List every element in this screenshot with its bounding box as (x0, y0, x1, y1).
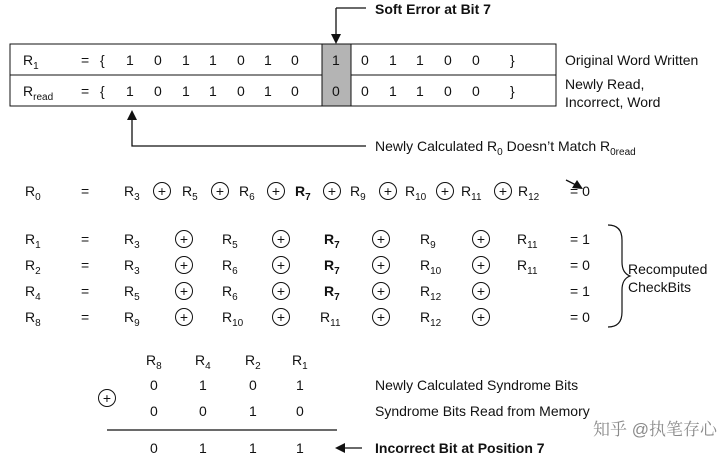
check-row-0-result: = 1 (570, 231, 590, 247)
r0-xor-4: + (379, 182, 397, 200)
word-row-1-bit-5: 1 (264, 83, 272, 99)
syndrome-result-bit-2: 1 (249, 440, 257, 456)
syndrome-header-3-subscript: 1 (302, 361, 308, 372)
syndrome-header-1 (195, 352, 211, 372)
mismatch-label-part-0: Newly Calculated R (375, 138, 498, 154)
check-row-2-term-0 (124, 283, 140, 303)
syndrome-calc-label: Newly Calculated Syndrome Bits (375, 377, 579, 393)
check-row-0-term-4-subscript: 11 (527, 240, 538, 251)
word-row-0-bit-12: 0 (472, 52, 480, 68)
check-row-3-xor-0: + (175, 308, 193, 326)
check-row-2-lhs-subscript: 4 (35, 292, 41, 303)
mismatch-label-part-3: 0read (610, 147, 636, 158)
r0-xor-6: + (494, 182, 512, 200)
r0-xor-5: + (436, 182, 454, 200)
mismatch-label-part-2: Doesn’t Match R (502, 138, 611, 154)
check-row-2-term-1 (222, 283, 238, 303)
check-row-1-term-2 (324, 257, 340, 277)
word-row-0-bit-0: 1 (126, 52, 134, 68)
syndrome-read-bit-2: 1 (249, 403, 257, 419)
check-row-0-equals: = (81, 231, 90, 247)
check-row-3-lhs (25, 309, 41, 329)
r0-term-3-subscript: 7 (305, 192, 311, 203)
r0-lhs-base: R (25, 183, 36, 199)
check-row-0-term-4 (517, 231, 538, 251)
word-row-1-bit-12: 0 (472, 83, 480, 99)
r0-term-0-base: R (124, 183, 135, 199)
word-row-1-bit-1: 0 (154, 83, 162, 99)
check-row-2-xor-3: + (472, 282, 490, 300)
check-row-0-term-2-base: R (324, 231, 335, 247)
mismatch-label-part-1: 0 (497, 147, 503, 158)
check-row-1-equals: = (81, 257, 90, 273)
newly-read-label-line1: Newly Read, (565, 76, 645, 92)
check-row-3-term-3-base: R (420, 309, 431, 325)
newly-read-label-line2: Incorrect, Word (565, 94, 661, 110)
syndrome-calc-bit-2: 0 (249, 377, 257, 393)
check-row-1-term-1-subscript: 6 (232, 266, 238, 277)
word-row-1-name (23, 83, 54, 103)
word-row-0-bit-6: 0 (291, 52, 299, 68)
check-row-1-term-2-base: R (324, 257, 335, 273)
r0-term-4 (350, 183, 366, 203)
word-row-0-bit-10: 1 (416, 52, 424, 68)
check-row-3-term-1-subscript: 10 (232, 318, 244, 329)
word-row-0-name-subscript: 1 (33, 61, 39, 72)
check-row-3-term-3 (420, 309, 442, 329)
syndrome-header-2 (245, 352, 261, 372)
watermark: 知乎 @执笔存心 (593, 420, 717, 439)
word-row-1-bit-7: 0 (332, 83, 340, 99)
check-row-1-xor-2: + (372, 256, 390, 274)
check-row-2-result: = 1 (570, 283, 590, 299)
check-row-2-term-0-subscript: 5 (134, 292, 140, 303)
check-row-3-xor-1: + (272, 308, 290, 326)
syndrome-read-bit-3: 0 (296, 403, 304, 419)
r0-term-1-subscript: 5 (192, 192, 198, 203)
syndrome-header-2-base: R (245, 352, 256, 368)
check-row-2-term-3-base: R (420, 283, 431, 299)
check-row-1-term-2-subscript: 7 (334, 266, 340, 277)
word-row-1-name-subscript: read (33, 92, 54, 103)
check-row-3-result: = 0 (570, 309, 590, 325)
check-row-0-xor-2: + (372, 230, 390, 248)
check-row-3-term-2-base: R (320, 309, 331, 325)
check-row-0-term-2-subscript: 7 (334, 240, 340, 251)
check-row-0-term-1-subscript: 5 (232, 240, 238, 251)
word-row-1-bit-4: 0 (237, 83, 245, 99)
word-row-0-bit-8: 0 (361, 52, 369, 68)
check-row-0-term-3 (420, 231, 436, 251)
word-row-1-equals: = (81, 83, 90, 99)
check-row-0-xor-0: + (175, 230, 193, 248)
word-row-1-open-brace: { (100, 83, 105, 99)
check-row-0-term-0 (124, 231, 140, 251)
word-row-0-bit-4: 0 (237, 52, 245, 68)
check-row-1-lhs (25, 257, 41, 277)
r0-term-6-subscript: 11 (471, 192, 482, 203)
check-row-2-term-3 (420, 283, 442, 303)
check-row-2-lhs-base: R (25, 283, 36, 299)
check-row-0-term-0-subscript: 3 (134, 240, 140, 251)
word-row-0-equals: = (81, 52, 90, 68)
r0-term-5-subscript: 10 (415, 192, 427, 203)
check-row-1-xor-3: + (472, 256, 490, 274)
recomputed-label-line2: CheckBits (628, 279, 692, 295)
syndrome-result-bit-1: 1 (199, 440, 207, 456)
r0-term-1 (182, 183, 198, 203)
word-row-0-name (23, 52, 39, 72)
word-row-0-bit-3: 1 (209, 52, 217, 68)
check-row-2-xor-0: + (175, 282, 193, 300)
check-row-0-term-0-base: R (124, 231, 135, 247)
check-row-3-term-2-subscript: 11 (330, 318, 341, 329)
syndrome-header-0 (146, 352, 162, 372)
syndrome-header-1-subscript: 4 (205, 361, 211, 372)
syndrome-read-bit-0: 0 (150, 403, 158, 419)
soft-error-label: Soft Error at Bit 7 (375, 1, 491, 17)
check-row-2-equals: = (81, 283, 90, 299)
check-row-3-term-0 (124, 309, 140, 329)
check-row-2-xor-2: + (372, 282, 390, 300)
syndrome-header-1-base: R (195, 352, 206, 368)
r0-term-0 (124, 183, 140, 203)
check-row-1-term-4-base: R (517, 257, 528, 273)
r0-term-1-base: R (182, 183, 193, 199)
syndrome-read-label: Syndrome Bits Read from Memory (375, 403, 590, 419)
check-row-3-term-1 (222, 309, 244, 329)
r0-term-5 (405, 183, 427, 203)
r0-xor-2: + (267, 182, 285, 200)
check-row-0-lhs (25, 231, 41, 251)
check-row-1-term-1-base: R (222, 257, 233, 273)
word-row-1-bit-3: 1 (209, 83, 217, 99)
check-row-0-term-4-base: R (517, 231, 528, 247)
check-row-1-term-0-subscript: 3 (134, 266, 140, 277)
word-row-0-bit-7: 1 (332, 52, 340, 68)
r0-term-3-base: R (295, 183, 306, 199)
word-row-1-bit-2: 1 (182, 83, 190, 99)
check-row-0-xor-3: + (472, 230, 490, 248)
r0-xor-1: + (211, 182, 229, 200)
check-row-3-term-0-base: R (124, 309, 135, 325)
syndrome-header-3-base: R (292, 352, 303, 368)
check-row-0-xor-1: + (272, 230, 290, 248)
r0-result: = 0 (570, 183, 590, 199)
r0-term-3 (295, 183, 311, 203)
r0-term-7 (518, 183, 540, 203)
r0-term-6 (461, 183, 482, 203)
check-row-3-term-0-subscript: 9 (134, 318, 140, 329)
check-row-2-term-2-subscript: 7 (334, 292, 340, 303)
check-row-0-term-1 (222, 231, 238, 251)
check-row-1-term-4-subscript: 11 (527, 266, 538, 277)
syndrome-result-bit-3: 1 (296, 440, 304, 456)
r0-term-2 (239, 183, 255, 203)
word-row-0-close-brace: } (510, 52, 515, 68)
syndrome-header-3 (292, 352, 308, 372)
syndrome-header-0-subscript: 8 (156, 361, 162, 372)
check-row-3-term-2 (320, 309, 341, 329)
syndrome-xor: + (98, 389, 116, 407)
r0-term-4-base: R (350, 183, 361, 199)
check-row-3-lhs-subscript: 8 (35, 318, 41, 329)
check-row-2-lhs (25, 283, 41, 303)
check-row-0-lhs-subscript: 1 (35, 240, 41, 251)
word-row-0-bit-1: 0 (154, 52, 162, 68)
r0-term-6-base: R (461, 183, 472, 199)
check-row-3-xor-3: + (472, 308, 490, 326)
r0-term-7-subscript: 12 (528, 192, 540, 203)
check-row-1-result: = 0 (570, 257, 590, 273)
word-row-1-bit-6: 0 (291, 83, 299, 99)
syndrome-calc-bit-1: 1 (199, 377, 207, 393)
check-row-1-lhs-base: R (25, 257, 36, 273)
word-row-0-bit-9: 1 (389, 52, 397, 68)
syndrome-calc-bit-0: 0 (150, 377, 158, 393)
r0-equals: = (81, 183, 90, 199)
check-row-1-term-4 (517, 257, 538, 277)
check-row-2-xor-1: + (272, 282, 290, 300)
check-row-3-term-3-subscript: 12 (430, 318, 442, 329)
r0-term-2-base: R (239, 183, 250, 199)
check-row-1-lhs-subscript: 2 (35, 266, 41, 277)
word-row-0-bit-5: 1 (264, 52, 272, 68)
check-row-0-term-2 (324, 231, 340, 251)
mismatch-label (375, 138, 636, 158)
check-row-1-term-3 (420, 257, 442, 277)
word-row-1-bit-11: 0 (444, 83, 452, 99)
original-word-label: Original Word Written (565, 52, 699, 68)
r0-term-2-subscript: 6 (249, 192, 255, 203)
r0-term-0-subscript: 3 (134, 192, 140, 203)
check-row-0-term-3-subscript: 9 (430, 240, 436, 251)
check-row-1-term-3-subscript: 10 (430, 266, 442, 277)
check-row-1-xor-0: + (175, 256, 193, 274)
r0-term-5-base: R (405, 183, 416, 199)
word-row-1-name-base: R (23, 83, 34, 99)
word-row-1-bit-0: 1 (126, 83, 134, 99)
check-row-2-term-0-base: R (124, 283, 135, 299)
r0-xor-0: + (153, 182, 171, 200)
syndrome-result-bit-0: 0 (150, 440, 158, 456)
r0-xor-3: + (323, 182, 341, 200)
check-row-0-term-1-base: R (222, 231, 233, 247)
syndrome-read-bit-1: 0 (199, 403, 207, 419)
incorrect-bit-label: Incorrect Bit at Position 7 (375, 440, 545, 456)
check-row-2-term-3-subscript: 12 (430, 292, 442, 303)
r0-lhs-subscript: 0 (35, 192, 41, 203)
check-row-3-term-1-base: R (222, 309, 233, 325)
syndrome-header-0-base: R (146, 352, 157, 368)
check-row-2-term-2 (324, 283, 340, 303)
r0-term-4-subscript: 9 (360, 192, 366, 203)
syndrome-header-2-subscript: 2 (255, 361, 261, 372)
check-row-1-xor-1: + (272, 256, 290, 274)
check-row-0-term-3-base: R (420, 231, 431, 247)
word-row-1-bit-9: 1 (389, 83, 397, 99)
check-row-2-term-1-base: R (222, 283, 233, 299)
check-row-3-xor-2: + (372, 308, 390, 326)
check-row-1-term-3-base: R (420, 257, 431, 273)
word-row-0-bit-2: 1 (182, 52, 190, 68)
word-row-0-name-base: R (23, 52, 34, 68)
word-row-1-bit-8: 0 (361, 83, 369, 99)
word-row-0-open-brace: { (100, 52, 105, 68)
check-row-3-equals: = (81, 309, 90, 325)
check-row-1-term-1 (222, 257, 238, 277)
word-row-0-bit-11: 0 (444, 52, 452, 68)
check-row-1-term-0 (124, 257, 140, 277)
check-row-0-lhs-base: R (25, 231, 36, 247)
check-row-2-term-1-subscript: 6 (232, 292, 238, 303)
r0-term-7-base: R (518, 183, 529, 199)
word-row-1-close-brace: } (510, 83, 515, 99)
check-row-1-term-0-base: R (124, 257, 135, 273)
check-row-3-lhs-base: R (25, 309, 36, 325)
r0-lhs (25, 183, 41, 203)
check-row-2-term-2-base: R (324, 283, 335, 299)
word-row-1-bit-10: 1 (416, 83, 424, 99)
recomputed-label-line1: Recomputed (628, 261, 708, 277)
syndrome-calc-bit-3: 1 (296, 377, 304, 393)
